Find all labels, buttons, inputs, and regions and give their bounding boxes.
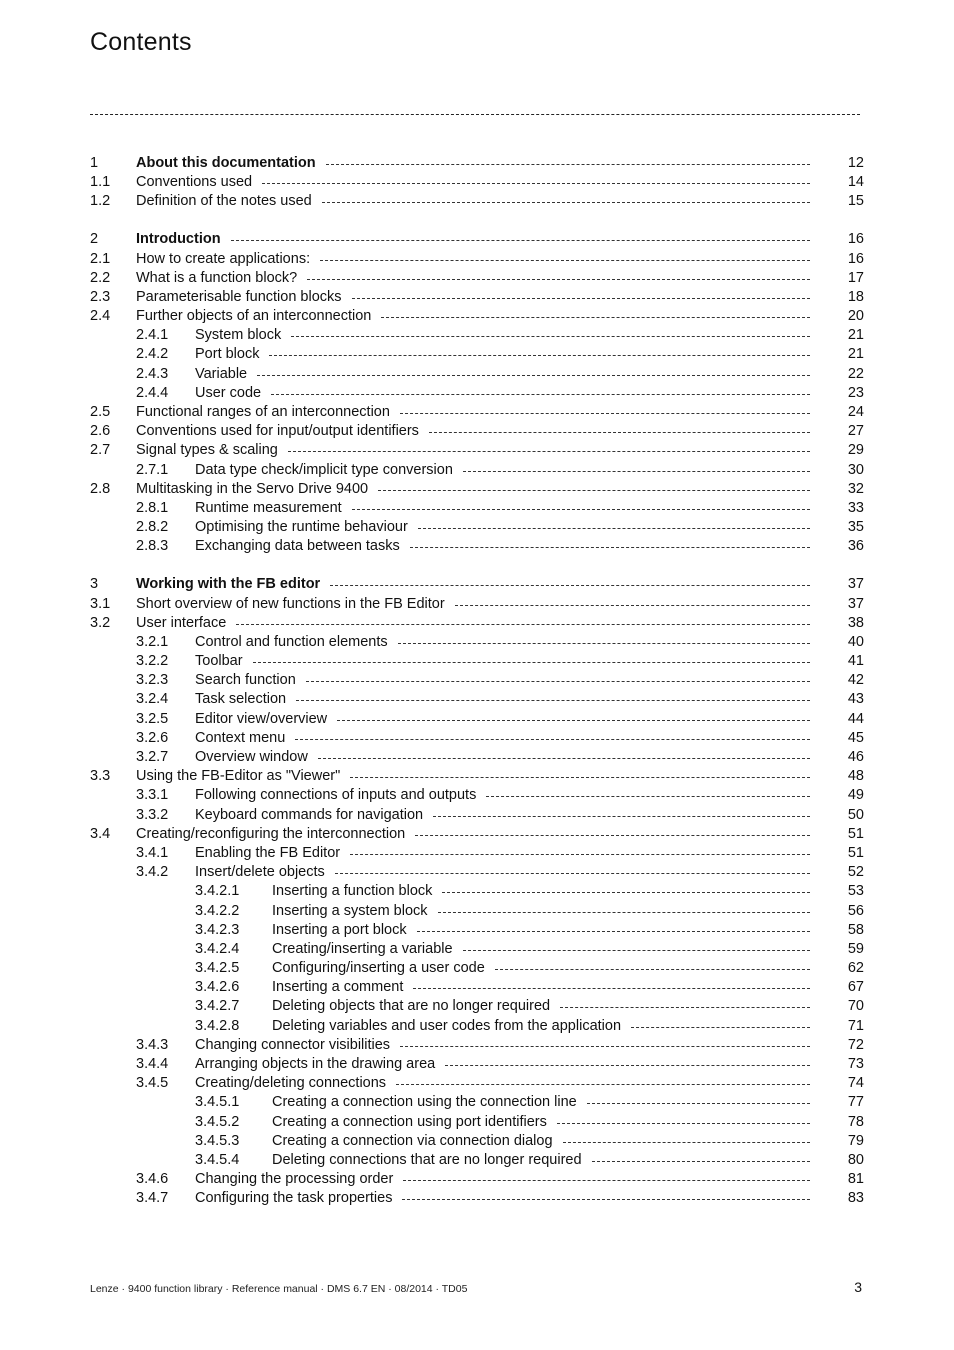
toc-entry[interactable]: [90, 1093, 864, 1112]
toc-leader: [631, 1027, 810, 1028]
toc-entry[interactable]: [90, 173, 864, 192]
toc-leader: [236, 624, 810, 625]
toc-entry-number: 2.5: [90, 404, 111, 421]
toc-entry[interactable]: [90, 1189, 864, 1208]
toc-leader: [320, 260, 810, 261]
toc-entry[interactable]: [90, 940, 864, 959]
toc-entry[interactable]: [90, 844, 864, 863]
toc-entry-label: Creating a connection using port identifiers: [272, 1113, 547, 1130]
toc-entry-number: 3.2.4: [136, 691, 169, 708]
toc-entry-label: Signal types & scaling: [136, 442, 278, 459]
toc-entry-label: Toolbar: [195, 653, 243, 670]
toc-entry-page: 35: [847, 519, 864, 536]
toc-entry-number: 3.3.1: [136, 787, 169, 804]
toc-entry-page: 42: [847, 672, 864, 689]
toc-entry-label: Following connections of inputs and outputs: [195, 787, 477, 804]
toc-entry[interactable]: [90, 748, 864, 767]
toc-leader: [295, 739, 810, 740]
toc-leader: [486, 796, 810, 797]
toc-leader: [378, 490, 810, 491]
toc-leader: [271, 394, 810, 395]
toc-entry-label: Configuring the task properties: [195, 1190, 393, 1207]
toc-entry-page: 44: [847, 710, 864, 727]
toc-leader: [326, 164, 810, 165]
toc-entry[interactable]: [90, 710, 864, 729]
toc-entry-number: 3.4.5.2: [195, 1113, 240, 1130]
toc-entry-page: 71: [847, 1017, 864, 1034]
toc-entry-label: Task selection: [195, 691, 287, 708]
toc-entry-page: 18: [847, 288, 864, 305]
toc-entry-label: User code: [195, 384, 262, 401]
toc-entry-page: 67: [847, 979, 864, 996]
toc-entry-label: Insert/delete objects: [195, 864, 325, 881]
toc-entry-number: 3.4.2.7: [195, 998, 240, 1015]
toc-entry[interactable]: [90, 480, 864, 499]
toc-entry-number: 2.1: [90, 250, 111, 267]
toc-entry-number: 3.4.2: [136, 864, 169, 881]
toc-entry-label: Creating/inserting a variable: [272, 940, 453, 957]
toc-entry-number: 3.3: [90, 768, 111, 785]
toc-entry-number: 2.8.2: [136, 519, 169, 536]
toc-entry[interactable]: [90, 499, 864, 518]
toc-entry-label: Inserting a system block: [272, 902, 428, 919]
toc-entry-number: 3.2.1: [136, 633, 169, 650]
toc-entry-page: 52: [847, 864, 864, 881]
toc-entry-label: Overview window: [195, 749, 308, 766]
toc-entry[interactable]: [90, 403, 864, 422]
toc-leader: [231, 240, 810, 241]
toc-entry-label: Creating a connection via connection dialog: [272, 1132, 553, 1149]
toc-entry[interactable]: [90, 863, 864, 882]
toc-entry-number: 2.4.4: [136, 384, 169, 401]
toc-leader: [269, 355, 810, 356]
toc-leader: [322, 202, 810, 203]
toc-leader: [442, 892, 810, 893]
toc-entry[interactable]: [90, 614, 864, 633]
toc-leader: [257, 375, 810, 376]
toc-entry[interactable]: [90, 902, 864, 921]
toc-leader: [438, 912, 810, 913]
toc-entry[interactable]: [90, 422, 864, 441]
toc-leader: [306, 681, 810, 682]
toc-entry[interactable]: [90, 575, 864, 594]
toc-entry-number: 3.4.2.6: [195, 979, 240, 996]
toc-entry-label: Inserting a function block: [272, 883, 433, 900]
toc-leader: [587, 1103, 810, 1104]
toc-leader: [463, 471, 810, 472]
toc-entry-number: 3.4.5.4: [195, 1151, 240, 1168]
toc-entry[interactable]: [90, 518, 864, 537]
toc-leader: [402, 1199, 810, 1200]
toc-entry[interactable]: [90, 959, 864, 978]
toc-entry-page: 79: [847, 1132, 864, 1149]
toc-entry-label: Deleting connections that are no longer required: [272, 1151, 582, 1168]
toc-entry-number: 2.4.2: [136, 346, 169, 363]
toc-entry[interactable]: [90, 1055, 864, 1074]
toc-entry[interactable]: [90, 767, 864, 786]
toc-entry-page: 29: [847, 442, 864, 459]
toc-entry-label: Inserting a port block: [272, 921, 407, 938]
toc-entry[interactable]: [90, 1151, 864, 1170]
toc-entry[interactable]: [90, 230, 864, 249]
toc-entry-label: Deleting variables and user codes from the application: [272, 1017, 622, 1034]
toc-leader: [417, 931, 810, 932]
toc-entry-page: 51: [847, 825, 864, 842]
toc-entry-number: 2.2: [90, 269, 111, 286]
toc-entry[interactable]: [90, 1170, 864, 1189]
toc-entry-number: 3.4.2.1: [195, 883, 240, 900]
toc-leader: [262, 183, 810, 184]
toc-leader: [291, 336, 810, 337]
toc-entry-label: User interface: [136, 614, 227, 631]
toc-leader: [396, 1084, 810, 1085]
toc-entry-number: 3.2.7: [136, 749, 169, 766]
title-divider: [90, 114, 860, 115]
toc-entry-number: 3.2.2: [136, 653, 169, 670]
toc-entry-number: 3: [90, 576, 99, 593]
toc-entry-number: 3.4.2.2: [195, 902, 240, 919]
toc-entry-page: 40: [847, 633, 864, 650]
toc-entry-number: 3.2: [90, 614, 111, 631]
toc-entry-page: 41: [847, 653, 864, 670]
toc-entry-page: 45: [847, 729, 864, 746]
toc-entry-label: Control and function elements: [195, 633, 388, 650]
toc-entry-page: 51: [847, 844, 864, 861]
toc-leader: [463, 950, 810, 951]
toc-leader: [403, 1180, 810, 1181]
toc-entry-number: 3.2.3: [136, 672, 169, 689]
toc-entry-page: 37: [847, 595, 864, 612]
toc-entry-page: 16: [847, 250, 864, 267]
toc-entry-label: Definition of the notes used: [136, 193, 312, 210]
toc-entry-label: Introduction: [136, 231, 221, 248]
table-of-contents: [90, 154, 864, 1209]
toc-leader: [288, 451, 810, 452]
toc-entry[interactable]: [90, 307, 864, 326]
toc-entry-page: 21: [847, 327, 864, 344]
toc-entry-label: Deleting objects that are no longer required: [272, 998, 551, 1015]
toc-entry-label: Short overview of new functions in the FB Editor: [136, 595, 445, 612]
toc-entry-page: 50: [847, 806, 864, 823]
toc-leader: [557, 1123, 810, 1124]
toc-entry[interactable]: [90, 441, 864, 460]
toc-entry-number: 2.4: [90, 308, 111, 325]
toc-entry-number: 3.4: [90, 825, 111, 842]
toc-entry-label: Editor view/overview: [195, 710, 328, 727]
toc-entry[interactable]: [90, 1017, 864, 1036]
toc-entry-page: 73: [847, 1056, 864, 1073]
toc-entry[interactable]: [90, 806, 864, 825]
toc-entry-page: 78: [847, 1113, 864, 1130]
page-number: 3: [854, 1279, 862, 1295]
toc-leader: [307, 279, 810, 280]
toc-entry[interactable]: [90, 269, 864, 288]
toc-entry-number: 3.2.6: [136, 729, 169, 746]
toc-entry[interactable]: [90, 1036, 864, 1055]
toc-entry[interactable]: [90, 1132, 864, 1151]
toc-entry-number: 3.1: [90, 595, 111, 612]
toc-entry[interactable]: [90, 250, 864, 269]
toc-leader: [337, 720, 810, 721]
toc-entry-page: 16: [847, 231, 864, 248]
toc-entry-page: 58: [847, 921, 864, 938]
toc-entry-label: Arranging objects in the drawing area: [195, 1056, 436, 1073]
toc-entry-page: 33: [847, 499, 864, 516]
toc-entry-page: 24: [847, 404, 864, 421]
toc-entry-page: 32: [847, 480, 864, 497]
toc-entry-label: Runtime measurement: [195, 499, 342, 516]
toc-entry-label: Using the FB-Editor as "Viewer": [136, 768, 341, 785]
toc-leader: [350, 854, 810, 855]
toc-leader: [398, 643, 810, 644]
toc-entry-label: Changing the processing order: [195, 1171, 394, 1188]
toc-leader: [415, 835, 810, 836]
toc-entry[interactable]: [90, 365, 864, 384]
toc-leader: [318, 758, 810, 759]
toc-entry-page: 12: [847, 155, 864, 171]
toc-entry-page: 38: [847, 614, 864, 631]
toc-entry[interactable]: [90, 154, 864, 173]
footer-text: Lenze · 9400 function library · Reference manual · DMS 6.7 EN · 08/2014 · TD05: [90, 1283, 468, 1295]
toc-entry-page: 59: [847, 940, 864, 957]
toc-entry-page: 27: [847, 423, 864, 440]
toc-entry-page: 36: [847, 538, 864, 555]
toc-entry-page: 74: [847, 1075, 864, 1092]
toc-entry-label: Working with the FB editor: [136, 576, 321, 593]
toc-entry-page: 70: [847, 998, 864, 1015]
toc-entry[interactable]: [90, 384, 864, 403]
toc-entry-number: 3.4.3: [136, 1036, 169, 1053]
toc-entry[interactable]: [90, 825, 864, 844]
toc-entry-label: Conventions used for input/output identifiers: [136, 423, 419, 440]
toc-entry-page: 22: [847, 365, 864, 382]
toc-entry-number: 3.4.5.3: [195, 1132, 240, 1149]
toc-entry-page: 81: [847, 1171, 864, 1188]
toc-entry[interactable]: [90, 652, 864, 671]
toc-entry-number: 1.1: [90, 174, 111, 191]
toc-entry-page: 30: [847, 461, 864, 478]
toc-entry[interactable]: [90, 671, 864, 690]
toc-entry-label: Creating/reconfiguring the interconnection: [136, 825, 406, 842]
toc-entry-number: 3.4.2.3: [195, 921, 240, 938]
toc-entry-label: Configuring/inserting a user code: [272, 960, 485, 977]
toc-entry-label: Data type check/implicit type conversion: [195, 461, 453, 478]
toc-entry-number: 3.4.4: [136, 1056, 169, 1073]
toc-entry-label: Keyboard commands for navigation: [195, 806, 424, 823]
toc-entry-label: Optimising the runtime behaviour: [195, 519, 408, 536]
toc-leader: [350, 777, 810, 778]
toc-entry[interactable]: [90, 882, 864, 901]
toc-entry-label: System block: [195, 327, 282, 344]
toc-entry[interactable]: [90, 1074, 864, 1093]
toc-leader: [330, 585, 810, 586]
toc-entry-page: 80: [847, 1151, 864, 1168]
toc-leader: [592, 1161, 810, 1162]
toc-leader: [296, 700, 810, 701]
toc-entry-page: 62: [847, 960, 864, 977]
toc-entry-label: Search function: [195, 672, 296, 689]
toc-entry-number: 3.4.2.8: [195, 1017, 240, 1034]
toc-entry[interactable]: [90, 921, 864, 940]
toc-leader: [410, 547, 810, 548]
toc-entry-number: 1: [90, 155, 99, 171]
toc-entry-page: 15: [847, 193, 864, 210]
toc-entry-number: 3.2.5: [136, 710, 169, 727]
toc-entry-label: Enabling the FB Editor: [195, 844, 341, 861]
toc-leader: [352, 298, 810, 299]
toc-entry-label: Exchanging data between tasks: [195, 538, 400, 555]
toc-entry[interactable]: [90, 997, 864, 1016]
toc-leader: [560, 1007, 810, 1008]
toc-entry[interactable]: [90, 786, 864, 805]
toc-entry-number: 3.4.5.1: [195, 1094, 240, 1111]
toc-entry-number: 3.4.6: [136, 1171, 169, 1188]
toc-entry-number: 2.7.1: [136, 461, 169, 478]
toc-leader: [413, 988, 810, 989]
toc-entry-page: 14: [847, 174, 864, 191]
toc-entry-label: Creating a connection using the connection line: [272, 1094, 577, 1111]
toc-entry-label: Creating/deleting connections: [195, 1075, 387, 1092]
toc-entry[interactable]: [90, 1113, 864, 1132]
toc-entry-page: 23: [847, 384, 864, 401]
toc-entry-number: 2.8: [90, 480, 111, 497]
toc-entry-number: 3.3.2: [136, 806, 169, 823]
toc-leader: [400, 413, 810, 414]
toc-leader: [445, 1065, 810, 1066]
toc-entry-number: 3.4.1: [136, 844, 169, 861]
toc-entry-number: 1.2: [90, 193, 111, 210]
toc-entry-page: 17: [847, 269, 864, 286]
toc-entry-page: 21: [847, 346, 864, 363]
toc-entry[interactable]: [90, 633, 864, 652]
toc-entry-label: Parameterisable function blocks: [136, 288, 342, 305]
toc-entry-number: 2.8.3: [136, 538, 169, 555]
toc-entry-page: 48: [847, 768, 864, 785]
toc-entry-number: 2.4.3: [136, 365, 169, 382]
toc-entry-label: Context menu: [195, 729, 286, 746]
toc-leader: [455, 605, 810, 606]
toc-leader: [429, 432, 810, 433]
toc-entry-label: Functional ranges of an interconnection: [136, 404, 390, 421]
toc-leader: [381, 317, 810, 318]
toc-entry-label: Port block: [195, 346, 260, 363]
toc-entry-number: 3.4.2.5: [195, 960, 240, 977]
toc-entry-number: 2: [90, 231, 99, 248]
toc-entry-label: Multitasking in the Servo Drive 9400: [136, 480, 369, 497]
toc-entry-number: 2.4.1: [136, 327, 169, 344]
toc-leader: [418, 528, 810, 529]
toc-entry[interactable]: [90, 345, 864, 364]
toc-entry-page: 72: [847, 1036, 864, 1053]
toc-entry[interactable]: [90, 461, 864, 480]
toc-entry[interactable]: [90, 288, 864, 307]
toc-entry-page: 83: [847, 1190, 864, 1207]
toc-entry[interactable]: [90, 978, 864, 997]
toc-entry[interactable]: [90, 690, 864, 709]
toc-entry-page: 53: [847, 883, 864, 900]
toc-entry-page: 77: [847, 1094, 864, 1111]
toc-entry-label: How to create applications:: [136, 250, 311, 267]
toc-entry-page: 43: [847, 691, 864, 708]
toc-leader: [400, 1046, 810, 1047]
toc-entry-label: Variable: [195, 365, 248, 382]
toc-entry[interactable]: [90, 729, 864, 748]
toc-leader: [253, 662, 810, 663]
toc-leader: [352, 509, 810, 510]
toc-entry-page: 20: [847, 308, 864, 325]
toc-entry-label: Further objects of an interconnection: [136, 308, 372, 325]
toc-entry-number: 2.7: [90, 442, 111, 459]
toc-entry[interactable]: [90, 537, 864, 556]
toc-entry-number: 2.6: [90, 423, 111, 440]
toc-entry-number: 2.8.1: [136, 499, 169, 516]
toc-entry-page: 37: [847, 576, 864, 593]
toc-entry-label: Changing connector visibilities: [195, 1036, 391, 1053]
toc-entry-number: 3.4.5: [136, 1075, 169, 1092]
toc-leader: [433, 816, 810, 817]
toc-entry-number: 2.3: [90, 288, 111, 305]
toc-entry-number: 3.4.2.4: [195, 940, 240, 957]
toc-entry-page: 56: [847, 902, 864, 919]
toc-entry[interactable]: [90, 192, 864, 211]
toc-entry-number: 3.4.7: [136, 1190, 169, 1207]
toc-entry-page: 46: [847, 749, 864, 766]
toc-leader: [335, 873, 810, 874]
toc-entry-label: What is a function block?: [136, 269, 298, 286]
toc-entry-label: Inserting a comment: [272, 979, 404, 996]
toc-entry[interactable]: [90, 326, 864, 345]
toc-entry-page: 49: [847, 787, 864, 804]
toc-leader: [495, 969, 810, 970]
toc-entry-label: About this documentation: [136, 155, 316, 171]
toc-leader: [563, 1142, 810, 1143]
page-title: Contents: [90, 28, 192, 56]
toc-entry[interactable]: [90, 595, 864, 614]
toc-entry-label: Conventions used: [136, 174, 253, 191]
